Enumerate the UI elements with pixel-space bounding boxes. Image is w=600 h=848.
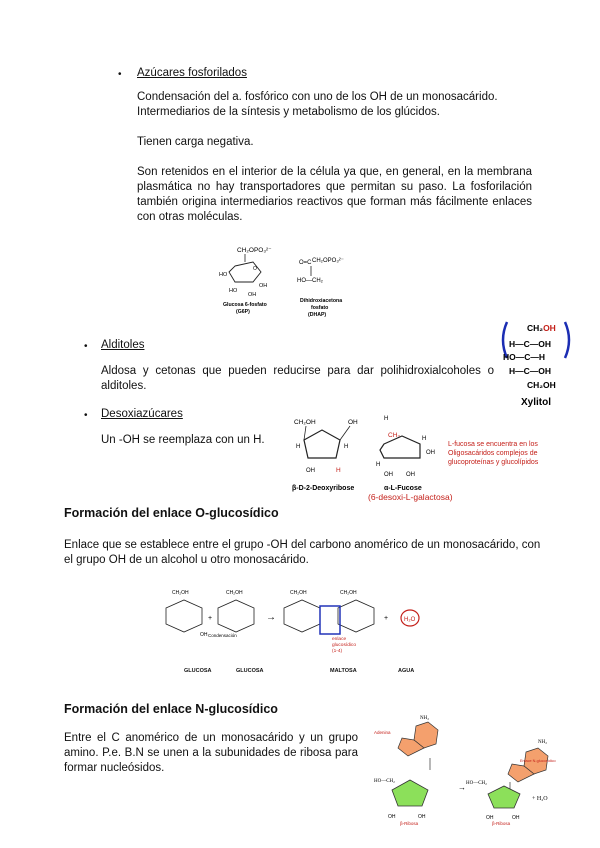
section-heading-o-glucosidico: Formación del enlace O-glucosídico <box>64 506 279 520</box>
fucose-description: L-fucosa se encuentra en los Oligosacáridos complejos de glucoproteínas y glucolípidos <box>448 441 539 466</box>
oh-label: OH <box>348 419 358 426</box>
xylitol-row: H—C—OH <box>509 366 552 376</box>
xylitol-structure <box>495 318 577 412</box>
ribose-label: β-Ribosa <box>492 821 511 826</box>
phosphorylated-sugars-figure <box>215 242 375 322</box>
ch2oh-label: CH₂OH <box>294 419 316 426</box>
deoxyribose-ring <box>304 430 340 458</box>
ho-label: HO <box>219 272 228 278</box>
bond-label: (1-4) <box>332 649 343 654</box>
paragraph-retenidos: Son retenidos en el interior de la célula ya que, en general, en la membrana plasmática no hay transportadores que permitan su paso. La fosforilación también origina intermediarios reactivos que forman más fácilmente enlaces con otras moléculas. <box>137 166 532 223</box>
g6p-abbr: (G6P) <box>236 309 250 315</box>
condensation-label: Condensación <box>208 633 237 638</box>
fucose-label: α-L-Fucose <box>384 485 422 492</box>
paragraph-desoxi: Un -OH se reemplaza con un H. <box>101 434 265 446</box>
xylitol-row: CH₂OH <box>527 380 556 390</box>
bullet: • <box>84 410 88 421</box>
maltose-ring <box>338 600 374 632</box>
section-heading-n-glucosidico: Formación del enlace N-glucosídico <box>64 702 278 716</box>
bracket-right <box>565 322 569 358</box>
ribose-label: β-Ribosa <box>400 821 419 826</box>
ho-label: HO <box>229 288 238 294</box>
paragraph-n-glucosidico: Entre el C anomérico de un monosacárido y un grupo amino. P.e. B.N se unen a la subunidades de ribosa para formar nucleósidos. <box>64 732 358 774</box>
xylitol-label: Xylitol <box>521 397 552 408</box>
dhap-name: Dihidroxiacetona <box>300 298 343 304</box>
nh2-label: NH₂ <box>538 740 547 745</box>
water-label: + H₂O <box>532 796 548 802</box>
ribose-ring <box>488 786 520 808</box>
svg-text:HO—CH₂: HO—CH₂ <box>297 278 323 284</box>
svg-text:O=C: O=C <box>299 260 312 266</box>
maltose-ring <box>284 600 320 632</box>
h-label: H <box>344 444 349 450</box>
dhap-name: fosfato <box>311 305 329 311</box>
oh-label: OH <box>486 815 494 821</box>
hoch2-label: HO—CH₂ <box>466 781 487 786</box>
g6p-name: Glucosa 6-fosfato <box>223 302 267 308</box>
oh-label: OH <box>418 814 426 820</box>
paragraph-carga: Tienen carga negativa. <box>137 136 254 148</box>
label-glucosa-2: GLUCOSA <box>236 668 264 674</box>
svg-text:O: O <box>253 266 257 272</box>
water-label: H₂O <box>404 617 416 623</box>
ribose-ring <box>392 780 428 806</box>
paragraph-o-glucosidico: Enlace que se establece entre el grupo -OH del carbono anomérico de un monosacárido, con el grupo OH de un alcohol u otro monosacárido. <box>64 539 541 566</box>
adenine-label: Adenina <box>374 730 391 735</box>
dhap-abbr: (DHAP) <box>308 312 327 318</box>
n-glycosidic-bond-figure <box>370 712 570 830</box>
product-label: Enlace N-glucosídico <box>520 759 556 763</box>
glycosidic-bond-box <box>320 606 340 634</box>
paragraph-condensacion: Condensación del a. fosfórico con uno de los OH de un monosacárido. Intermediarios de la síntesis y metabolismo de los glúcidos. <box>137 91 498 118</box>
h-label: H <box>422 436 427 442</box>
ch2oh-label: CH₂OH <box>172 590 189 596</box>
xylitol-row: HO—C—H <box>503 352 546 362</box>
plus-sign: + <box>208 615 213 622</box>
bullet: • <box>118 69 122 80</box>
plus-sign: + <box>384 615 389 622</box>
h-label: H <box>384 416 389 422</box>
ch2oh-label: CH₂OH <box>290 590 307 596</box>
label-agua: AGUA <box>398 668 415 674</box>
nh2-label: NH₂ <box>420 716 429 721</box>
oh-label: OH <box>512 815 520 821</box>
oh-label: OH <box>259 283 268 289</box>
ch2oh-label: CH₂OH <box>340 590 357 596</box>
label-maltosa: MALTOSA <box>330 668 357 674</box>
glucose-ring <box>229 262 261 282</box>
reaction-arrow: → <box>266 612 276 623</box>
oh-label: OH <box>426 450 435 456</box>
glucose-ring <box>166 600 202 632</box>
oh-label: OH <box>248 292 257 298</box>
ch3-label: CH₃ <box>388 432 401 439</box>
section-title-alditoles: Alditoles <box>101 339 145 351</box>
glucose-ring <box>218 600 254 632</box>
bond-label: enlace <box>332 637 347 642</box>
g6p-formula: CH₂OPO₃²⁻ <box>237 247 272 254</box>
oh-label: OH <box>306 468 315 474</box>
oh-label: OH <box>384 472 393 478</box>
o-glycosidic-bond-figure <box>160 588 440 658</box>
h-label: H <box>376 462 381 468</box>
h-label: H <box>336 467 341 474</box>
paragraph-alditoles: Aldosa y cetonas que pueden reducirse para dar polihidroxialcoholes o alditoles. <box>101 365 494 392</box>
dhap-formula: CH₂OPO₃²⁻ <box>312 258 344 264</box>
oh-label: OH <box>388 814 396 820</box>
fucose-ring <box>380 436 420 458</box>
bond-label: glucosídico <box>332 643 356 648</box>
hoch2-label: HO—CH₂ <box>374 779 395 784</box>
section-title-desoxiazucares: Desoxiazúcares <box>101 408 183 420</box>
section-title-fosforilados: Azúcares fosforilados <box>137 67 247 79</box>
label-glucosa-1: GLUCOSA <box>184 668 212 674</box>
xylitol-row: CH₂OH <box>527 323 556 333</box>
oh-label: OH <box>200 632 208 638</box>
deoxyribose-label: β-D-2-Deoxyribose <box>292 485 355 492</box>
reaction-arrow: → <box>458 783 466 792</box>
oh-label: OH <box>406 472 415 478</box>
bullet: • <box>84 341 88 352</box>
xylitol-row: H—C—OH <box>509 339 552 349</box>
ch2oh-label: CH₂OH <box>226 590 243 596</box>
h-label: H <box>296 444 301 450</box>
fucose-note: (6-desoxi-L-galactosa) <box>368 492 453 502</box>
